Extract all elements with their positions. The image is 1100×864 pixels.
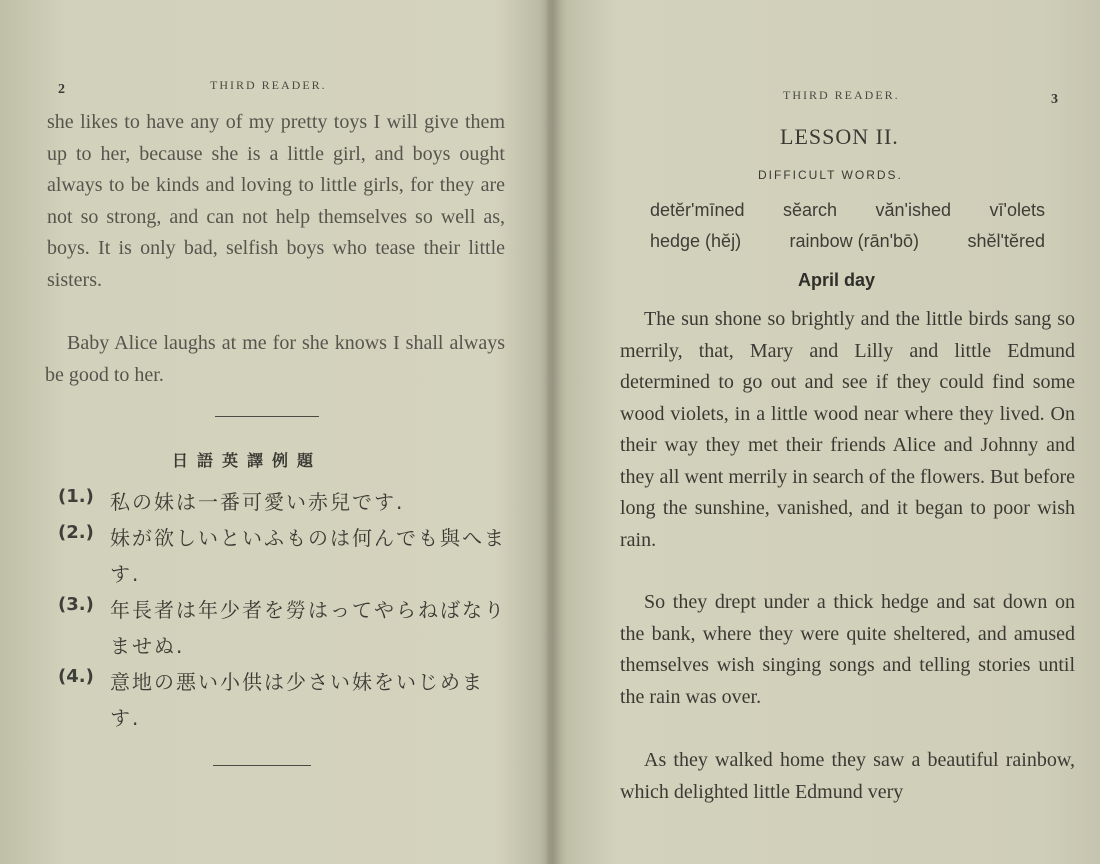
exercise-number: (3.) [58, 594, 94, 615]
section-title: April day [798, 270, 876, 290]
right-paragraph-1: The sun shone so brightly and the little birds sang so merrily, that, Mary and Lilly and little Edmund determined to go out and see if they could find some wood violets, in a little wood near where they lived. On their way they met their friends Alice and Johnny and they all went merrily in search of the flowers. But before long the sunshine, vanished, and it began to poor wish rain. [620, 308, 1075, 551]
exercise-number: (1.) [58, 486, 94, 507]
exercise-text: 妹が欲しいといふものは何んでも與へます. [110, 526, 506, 586]
exercise-text: 意地の悪い小供は少さい妹をいじめます. [110, 670, 484, 730]
difficult-words-row-2 [650, 231, 1045, 252]
lesson-title: LESSON II. [780, 124, 899, 149]
left-running-head: THIRD READER. [210, 78, 327, 92]
left-paragraph-1: she likes to have any of my pretty toys I will give them up to her, because she is a little girl, and boys ought always to be kinds and loving to little girls, for they are not so strong, and can not help themselves so well as, boys. It is only bad, selfish boys who tease their little sisters. [47, 111, 505, 291]
left-page-number: 2 [58, 82, 65, 97]
exercise-number: (4.) [58, 666, 94, 687]
difficult-word: detĕr'mīned [650, 200, 745, 220]
difficult-word: văn'ished [875, 200, 952, 220]
right-running-head: THIRD READER. [783, 88, 900, 102]
exercise-heading: 日語英譯例題 [172, 451, 323, 470]
exercise-number: (2.) [58, 522, 94, 543]
difficult-word: hedge (hĕj) [650, 231, 742, 251]
right-page [565, 0, 1100, 864]
difficult-word: vī'olets [989, 200, 1045, 220]
exercise-text: 私の妹は一番可愛い赤兒です. [110, 490, 405, 514]
difficult-word: rainbow (rān'bō) [789, 231, 920, 251]
right-page-number: 3 [1051, 92, 1058, 107]
difficult-word: shĕl'tĕred [967, 231, 1045, 251]
left-page [0, 0, 545, 864]
left-divider-bottom [213, 765, 311, 766]
left-paragraph-2: Baby Alice laughs at me for she knows I shall always be good to her. [45, 332, 505, 386]
left-divider-top [215, 416, 319, 417]
difficult-words-title: DIFFICULT WORDS. [758, 168, 903, 182]
right-paragraph-2: So they drept under a thick hedge and sat down on the bank, where they were quite sheltered, and amused themselves wish singing songs and telling stories until the rain was over. [620, 591, 1075, 708]
exercise-text: 年長者は年少者を勞はってやらねばなりませぬ. [110, 598, 506, 658]
difficult-words-row-1 [650, 200, 1045, 221]
difficult-word: sĕarch [783, 200, 838, 220]
right-paragraph-3: As they walked home they saw a beautiful rainbow, which delighted little Edmund very [620, 749, 1075, 803]
